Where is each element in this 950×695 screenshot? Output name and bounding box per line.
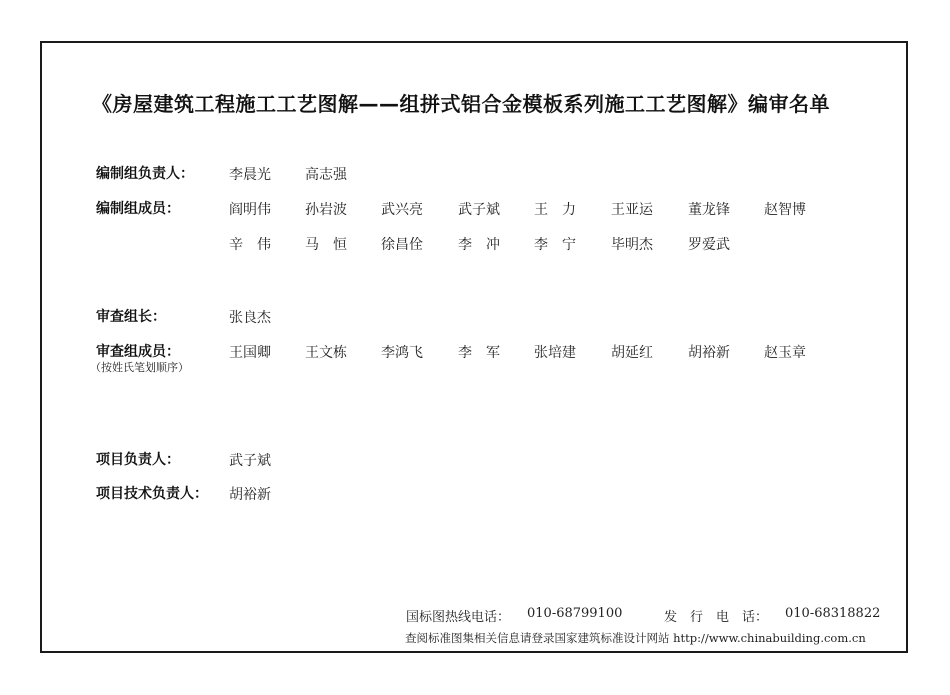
person-name: 赵智博	[764, 202, 806, 218]
person-name: 毕明杰	[611, 237, 653, 253]
person-name: 张良杰	[229, 310, 271, 326]
review-members-note: （按姓氏笔划顺序）	[90, 361, 189, 374]
hotline-number: 010-68799100	[527, 606, 623, 621]
sales-number: 010-68318822	[785, 606, 881, 621]
sales-label: 发 行 电 话：	[664, 610, 769, 625]
person-name: 李 宁	[534, 237, 576, 253]
project-lead-label: 项目负责人：	[96, 452, 180, 468]
person-name: 李 军	[458, 345, 500, 361]
person-name: 胡裕新	[688, 345, 730, 361]
person-name: 马 恒	[305, 237, 347, 253]
person-name: 高志强	[305, 167, 347, 183]
hotline-label: 国标图热线电话：	[406, 610, 511, 625]
person-name: 胡延红	[611, 345, 653, 361]
compile-members-label: 编制组成员：	[96, 201, 180, 217]
person-name: 王 力	[534, 202, 576, 218]
person-name: 王亚运	[611, 202, 653, 218]
person-name: 罗爱武	[688, 237, 730, 253]
person-name: 徐昌佺	[381, 237, 423, 253]
person-name: 李 冲	[458, 237, 500, 253]
person-name: 武子斌	[229, 453, 271, 469]
person-name: 赵玉章	[764, 345, 806, 361]
person-name: 阎明伟	[229, 202, 271, 218]
review-members-label: 审查组成员：	[96, 344, 180, 360]
compile-lead-label: 编制组负责人：	[96, 166, 194, 182]
person-name: 辛 伟	[229, 237, 271, 253]
person-name: 李鸿飞	[381, 345, 423, 361]
person-name: 李晨光	[229, 167, 271, 183]
person-name: 武子斌	[458, 202, 500, 218]
person-name: 董龙锋	[688, 202, 730, 218]
person-name: 王文栋	[305, 345, 347, 361]
person-name: 胡裕新	[229, 487, 271, 503]
page-title: 《房屋建筑工程施工工艺图解——组拼式铝合金模板系列施工工艺图解》编审名单	[92, 92, 830, 116]
person-name: 孙岩波	[305, 202, 347, 218]
project-tech-lead-label: 项目技术负责人：	[96, 486, 208, 502]
person-name: 张培建	[534, 345, 576, 361]
website-note: 查阅标准图集相关信息请登录国家建筑标准设计网站 http://www.chinabuilding.com.cn	[405, 631, 866, 645]
person-name: 武兴亮	[381, 202, 423, 218]
person-name: 王国卿	[229, 345, 271, 361]
review-lead-label: 审查组长：	[96, 309, 166, 325]
